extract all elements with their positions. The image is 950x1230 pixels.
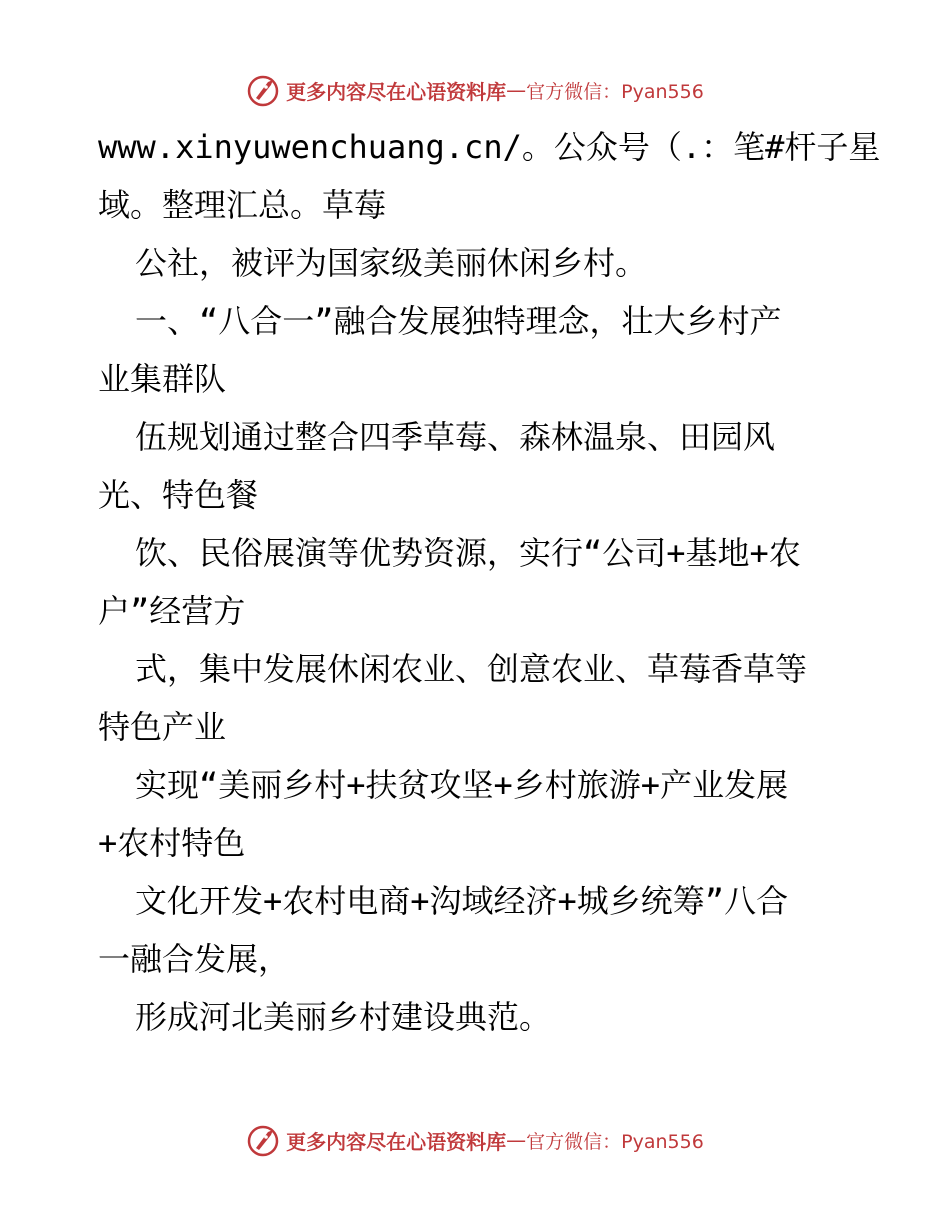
- text-line: 饮、民俗展演等优势资源，实行“公司+基地+农: [135, 534, 801, 572]
- banner-main-text: 更多内容尽在心语资料库: [286, 79, 507, 104]
- banner-account-text: 官方微信：Pyan556: [526, 1130, 704, 1153]
- text-line: 实现“美丽乡村+扶贫攻坚+乡村旅游+产业发展: [135, 766, 789, 804]
- pen-nib-logo-icon: [246, 72, 282, 108]
- banner-account-text: 官方微信：Pyan556: [526, 80, 704, 103]
- text-line: 一融合发展，: [98, 940, 291, 978]
- footer-banner: [0, 1120, 950, 1160]
- pen-nib-logo-icon: [246, 1122, 282, 1158]
- text-line: 户”经营方: [98, 592, 246, 630]
- text-line: 文化开发+农村电商+沟域经济+城乡统筹”八合: [135, 882, 789, 920]
- text-line: 一、“八合一”融合发展独特理念，壮大乡村产: [135, 302, 782, 340]
- banner-dash: —: [506, 78, 527, 102]
- text-line: 业集群队: [98, 360, 227, 398]
- header-banner: [0, 70, 950, 110]
- text-line: www.xinyuwenchuang.cn/。公众号（.：笔#杆子星: [98, 128, 881, 166]
- text-line: 光、特色餐: [98, 476, 259, 514]
- text-line: 公社，被评为国家级美丽休闲乡村。: [135, 244, 648, 282]
- text-line: 式，集中发展休闲农业、创意农业、草莓香草等: [135, 650, 808, 688]
- text-line: 特色产业: [98, 708, 227, 746]
- banner-dash: —: [506, 1128, 527, 1152]
- banner-main-text: 更多内容尽在心语资料库: [286, 1129, 507, 1154]
- document-body: [98, 118, 881, 1046]
- text-line: 域。整理汇总。草莓: [98, 186, 387, 224]
- text-line: 伍规划通过整合四季草莓、森林温泉、田园风: [135, 418, 776, 456]
- text-line: 形成河北美丽乡村建设典范。: [135, 998, 552, 1036]
- text-line: +农村特色: [98, 824, 246, 862]
